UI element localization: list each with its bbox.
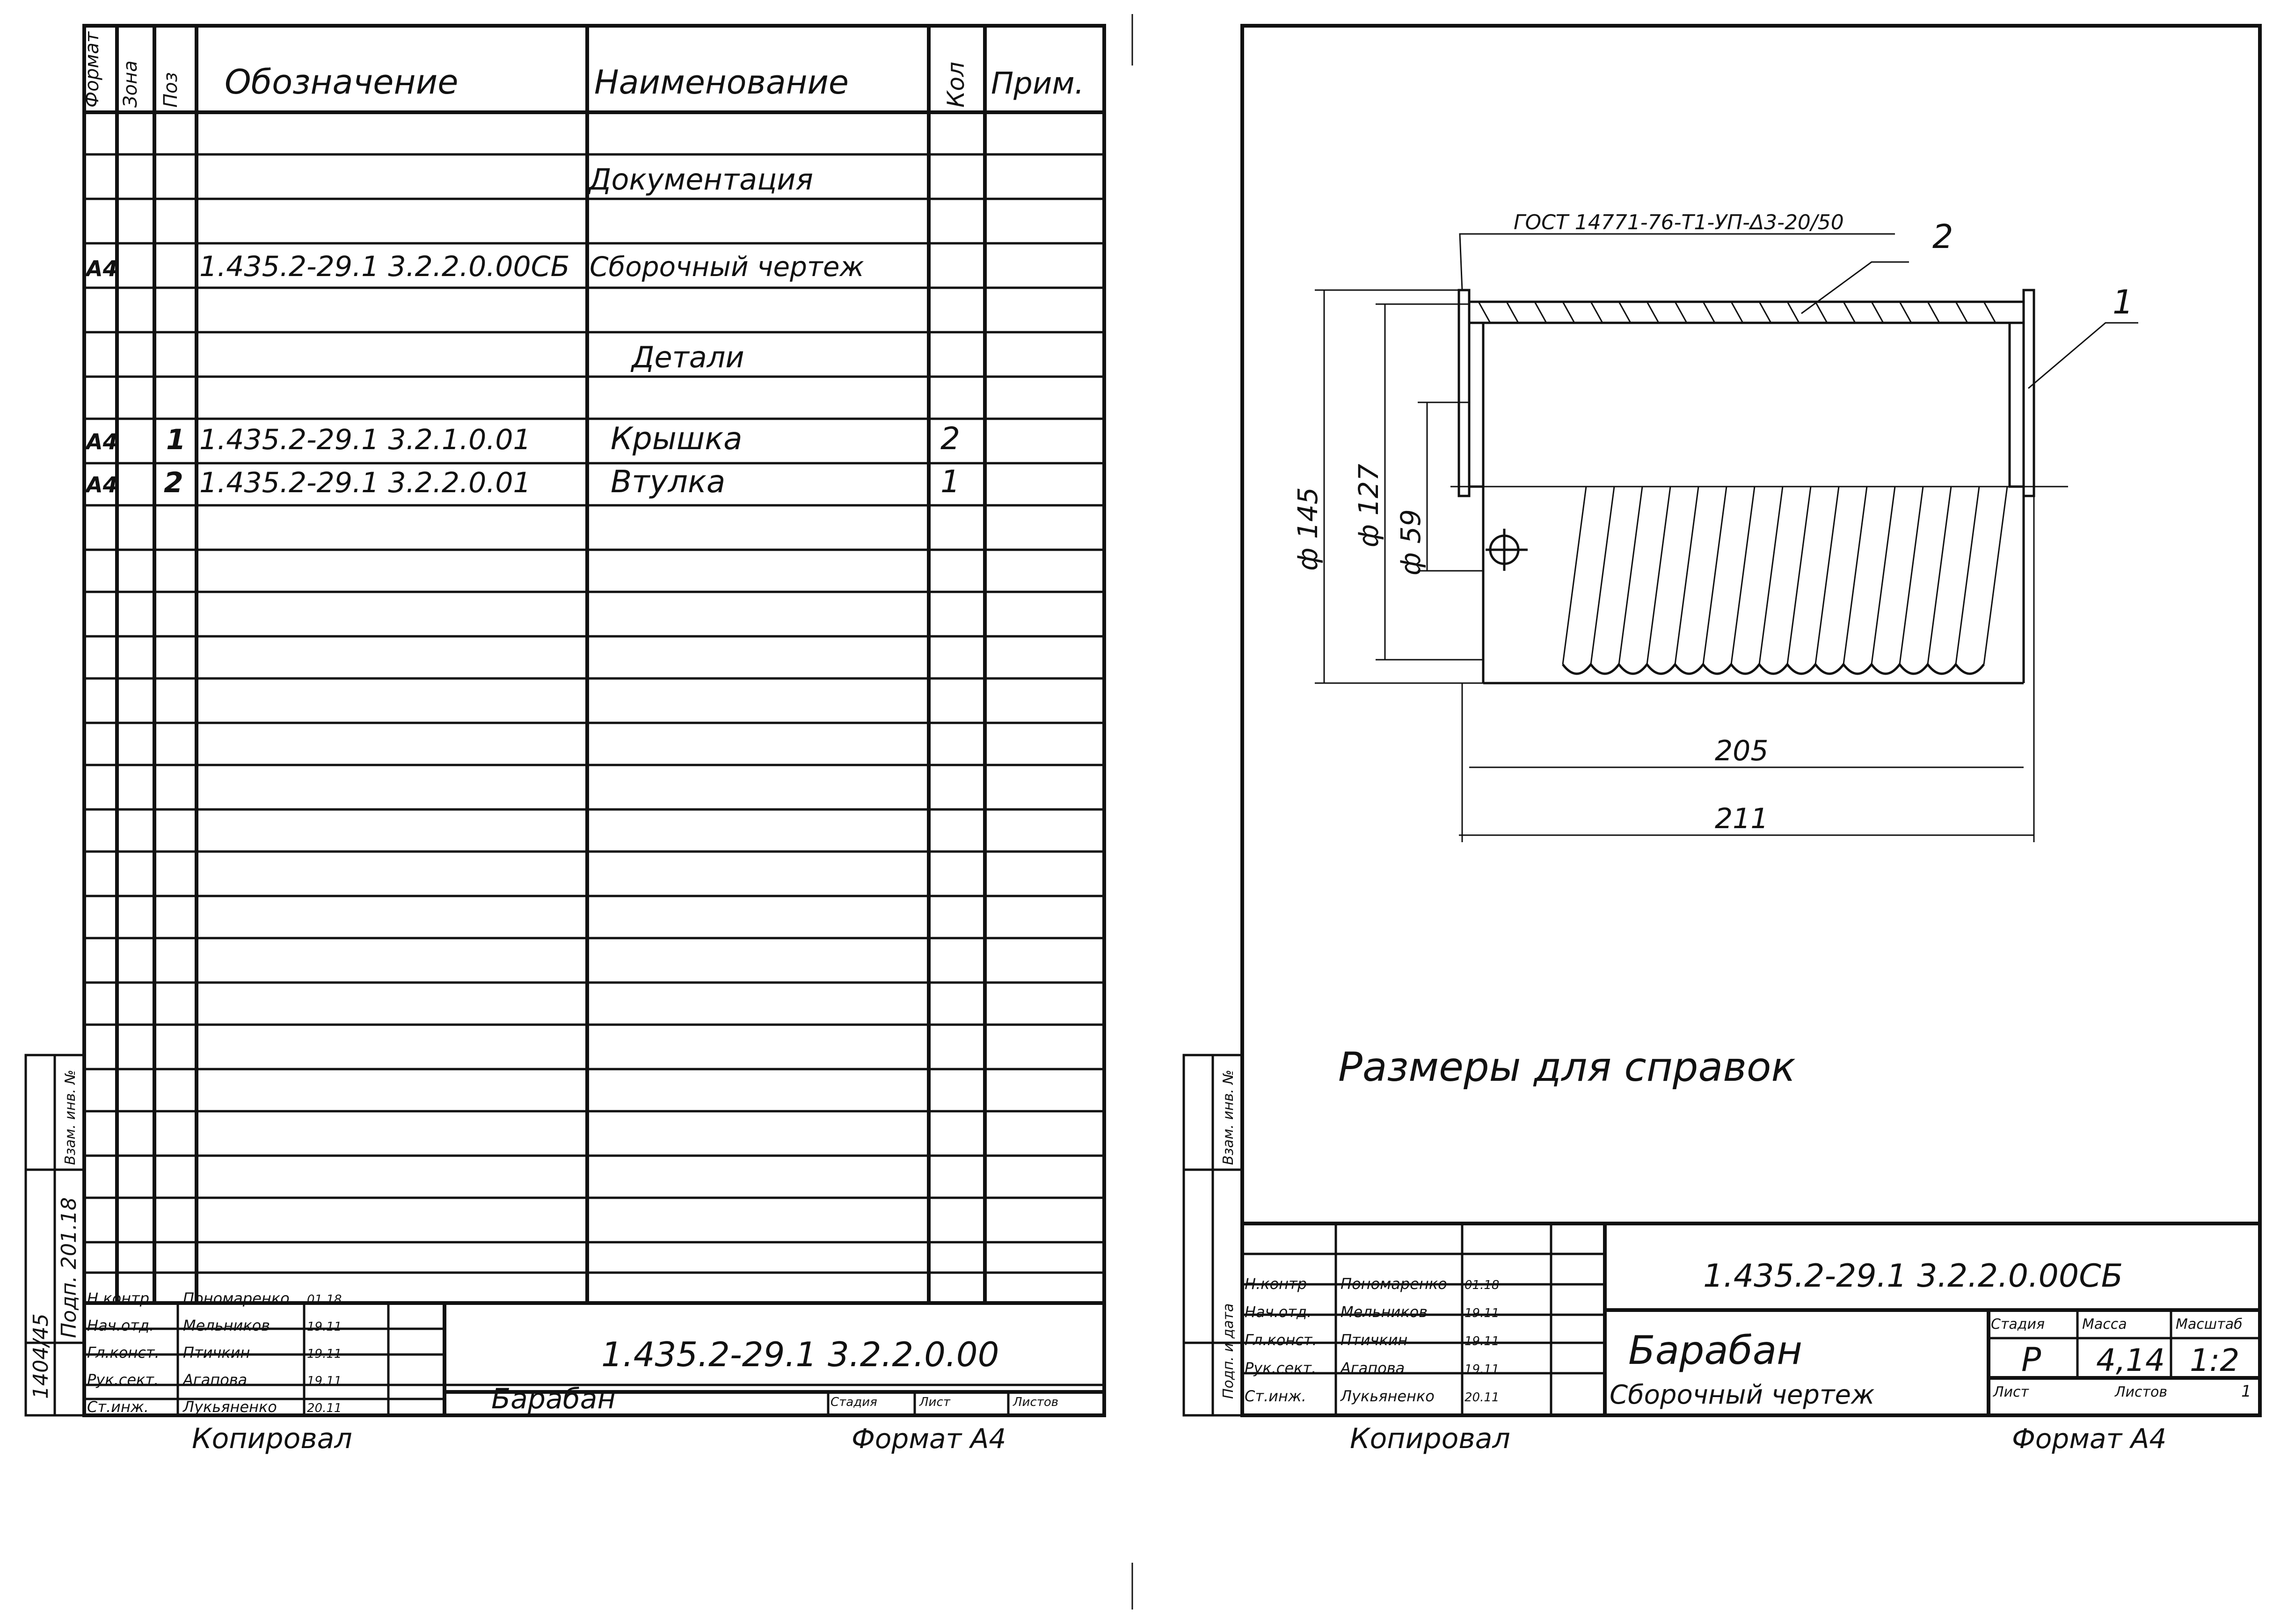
- assembly-drawing-sheet: [1184, 26, 2260, 1455]
- drawing-designation: 1.435.2-29.1 3.2.2.0.00СБ: [1703, 1258, 2123, 1295]
- row-qty: 2: [940, 421, 960, 457]
- stage-label: Стадия: [1991, 1316, 2045, 1333]
- dim-211: 211: [1715, 802, 1769, 835]
- inv-number: 1404/45: [29, 1313, 53, 1399]
- drawing-stamp-role: Гл.конст.: [1245, 1331, 1317, 1349]
- side-label-replace: Взам. инв. №: [1220, 1070, 1237, 1165]
- leader-1: 1: [2113, 283, 2134, 321]
- spec-stamp-role: Нач.отд.: [87, 1317, 154, 1334]
- spec-row-sleeve: [85, 464, 960, 500]
- drawing-stamp-name: Птичкин: [1341, 1331, 1408, 1349]
- spec-stamp-name: Лукьяненко: [183, 1398, 277, 1416]
- stage-value: Р: [2021, 1340, 2041, 1379]
- drawing-stamp-name: Агапова: [1341, 1359, 1405, 1377]
- dim-d145: ф 145: [1292, 487, 1324, 571]
- weld-leader: [1460, 234, 1511, 290]
- row-name: Крышка: [611, 421, 743, 457]
- spec-designation: 1.435.2-29.1 3.2.2.0.00: [601, 1335, 999, 1374]
- section-documentation: Документация: [589, 162, 813, 197]
- spec-stamp-role: Гл.конст.: [87, 1344, 160, 1362]
- side-label-replace: Взам. инв. №: [62, 1070, 79, 1165]
- row-name: Сборочный чертеж: [590, 251, 864, 283]
- drawing-stamp-date: 19.11: [1464, 1306, 1500, 1320]
- header-qty: Кол: [942, 61, 969, 108]
- footer-format: Формат А4: [852, 1423, 1006, 1455]
- sheets-label: Листов: [1013, 1395, 1059, 1409]
- spec-frame: [84, 26, 1104, 1415]
- header-format: Формат: [81, 31, 103, 108]
- spec-grid-rows: [84, 154, 1104, 1273]
- section-details: Детали: [632, 340, 744, 374]
- footer-copied: Копировал: [1350, 1422, 1510, 1455]
- row-format: А4: [86, 429, 118, 454]
- scale-value: 1:2: [2190, 1342, 2240, 1378]
- drawing-subtitle: Сборочный чертеж: [1610, 1380, 1875, 1410]
- drawing-stamp-role: Рук.сект.: [1245, 1359, 1317, 1377]
- spec-stamp-date: 19.11: [307, 1320, 342, 1334]
- spec-stamp-name: Птичкин: [183, 1344, 250, 1362]
- header-name: Наименование: [594, 63, 849, 102]
- drawing-title: Барабан: [1628, 1327, 1803, 1373]
- weld-callout: ГОСТ 14771-76-Т1-УП-Δ3-20/50: [1514, 211, 1844, 234]
- scale-label: Масштаб: [2176, 1316, 2243, 1333]
- footer-format: Формат А4: [2012, 1423, 2167, 1455]
- stage-label: Стадия: [831, 1395, 877, 1409]
- header-note: Прим.: [991, 66, 1084, 101]
- leader-2: 2: [1932, 218, 1953, 256]
- row-format: А4: [86, 256, 118, 281]
- spec-stamp-role: Рук.сект.: [87, 1371, 159, 1389]
- spec-row-assembly: [85, 250, 864, 283]
- sheet-label: Лист: [919, 1395, 950, 1409]
- drawing-stamp-role: Н.контр: [1245, 1275, 1307, 1293]
- spec-stamp-name: Пономаренко: [183, 1289, 290, 1307]
- row-designation: 1.435.2-29.1 3.2.2.0.01: [199, 466, 531, 499]
- row-format: А4: [86, 472, 118, 497]
- footer-copied: Копировал: [192, 1422, 352, 1455]
- drawing-stamp-name: Пономаренко: [1341, 1275, 1447, 1293]
- row-designation: 1.435.2-29.1 3.2.1.0.01: [199, 423, 531, 456]
- dim-d127: ф 127: [1353, 464, 1384, 547]
- drawing-stamp-name: Мельников: [1341, 1303, 1428, 1321]
- spec-stamp-name: Мельников: [183, 1317, 270, 1334]
- header-designation: Обозначение: [225, 62, 459, 102]
- spec-stamp-role: Н.контр: [87, 1289, 150, 1307]
- spec-stamp-role: Ст.инж.: [87, 1398, 149, 1416]
- header-zone: Зона: [120, 60, 141, 108]
- row-designation: 1.435.2-29.1 3.2.2.0.00СБ: [199, 250, 570, 283]
- header-pos: Поз: [160, 72, 182, 108]
- row-pos: 1: [166, 423, 186, 456]
- spec-stamp-date: 19.11: [307, 1374, 342, 1388]
- mass-label: Масса: [2082, 1316, 2127, 1333]
- spec-row-cover: [85, 421, 960, 457]
- row-pos: 2: [164, 466, 183, 499]
- specification-sheet: [26, 26, 1104, 1455]
- drawing-stamp-date: 01.18: [1464, 1278, 1500, 1292]
- side-label-sign: Подп. и дата: [1220, 1303, 1237, 1399]
- spec-stamp-date: 20.11: [307, 1401, 342, 1415]
- spec-stamp-date: 19.11: [307, 1347, 342, 1361]
- dim-d59: ф 59: [1395, 509, 1427, 575]
- drawing-stamp-role: Ст.инж.: [1245, 1387, 1306, 1405]
- reference-note: Размеры для справок: [1338, 1044, 1796, 1091]
- dim-205: 205: [1715, 735, 1769, 767]
- spec-stamp-date: 01.18: [307, 1293, 342, 1307]
- drawing-stamp-name: Лукьяненко: [1341, 1387, 1435, 1405]
- drawing-stamp-date: 19.11: [1464, 1334, 1500, 1348]
- drawing-stamp-date: 19.11: [1464, 1362, 1500, 1376]
- spec-stamp-name: Агапова: [183, 1371, 248, 1389]
- sheets-value: 1: [2241, 1382, 2251, 1401]
- mass-value: 4,14: [2096, 1342, 2165, 1378]
- drawing-stamp-role: Нач.отд.: [1245, 1303, 1312, 1321]
- spec-title: Барабан: [491, 1383, 616, 1415]
- sign-date: Подп. 201.18: [57, 1197, 81, 1338]
- row-qty: 1: [940, 464, 960, 500]
- sheets-label: Листов: [2115, 1384, 2168, 1400]
- drum-view: [1292, 211, 2138, 842]
- row-name: Втулка: [611, 464, 726, 500]
- sheet-label: Лист: [1993, 1384, 2029, 1400]
- drawing-stamp-date: 20.11: [1464, 1391, 1500, 1405]
